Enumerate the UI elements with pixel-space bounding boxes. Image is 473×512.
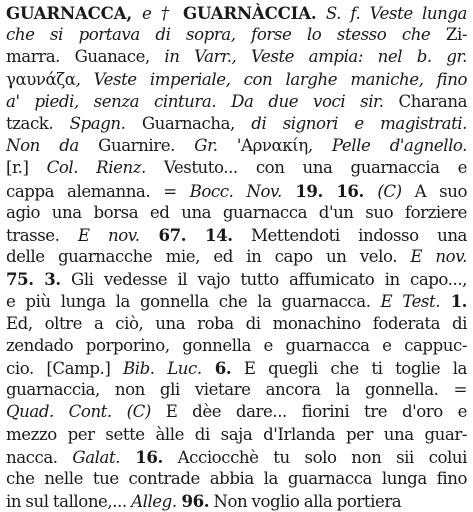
entry-text: marra. Guanace, bbox=[6, 47, 165, 67]
entry-text: , Pelle d'agnello. bbox=[307, 136, 467, 156]
entry-text: cio. [Camp.] bbox=[6, 359, 123, 378]
entry-text: E nov. bbox=[410, 247, 467, 267]
entry-text: nacca. bbox=[6, 447, 73, 467]
entry-text: 1. bbox=[440, 291, 467, 312]
entry-text: e più lunga la gonnella che la guarnacca. bbox=[6, 292, 381, 312]
entry-text: E quegli che ti toglie la bbox=[231, 359, 467, 378]
entry-text: , Veste imperiale, con larghe maniche, fino bbox=[75, 69, 467, 89]
entry-line bbox=[6, 135, 467, 157]
entry-line bbox=[6, 2, 467, 24]
entry-text: delle guarnacche mie, ed in capo un velo. bbox=[6, 247, 411, 267]
entry-text: che nelle tue contrade abbia la guarnacca lunga fino bbox=[6, 468, 467, 488]
entry-text: 6. bbox=[201, 358, 232, 378]
entry-text: in sul tallone,... bbox=[6, 492, 132, 512]
entry-text: γαυνάζα bbox=[6, 69, 76, 89]
entry-line bbox=[6, 246, 467, 268]
entry-text: 67. 14. bbox=[139, 224, 233, 245]
entry-line bbox=[6, 446, 467, 468]
entry-line bbox=[6, 224, 467, 246]
entry-text: E nov. bbox=[77, 225, 140, 245]
entry-line bbox=[6, 490, 467, 512]
entry-line bbox=[6, 424, 467, 446]
entry-text: a' piedi, senza cintura. Da due voci sir. bbox=[6, 91, 384, 111]
entry-text: Gli vedesse il vajo tutto affumicato in capo..., bbox=[60, 270, 467, 290]
entry-text: che si portava di sopra, forse lo stesso che bbox=[6, 25, 431, 45]
entry-line bbox=[6, 468, 467, 490]
entry-text: Col. Rienz. bbox=[46, 158, 146, 178]
entry-text: [r.] bbox=[6, 158, 47, 178]
entry-text: agio una borsa ed una guarnacca d'un suo forziere bbox=[6, 202, 467, 222]
entry-line bbox=[6, 268, 467, 290]
entry-text: Bib. Luc. bbox=[123, 359, 202, 378]
entry-text: Bocc. Nov. bbox=[189, 181, 282, 201]
entry-text: tzack. bbox=[6, 113, 70, 133]
entry-text: Ed, oltre a ciò, una roba di monachino foderata di bbox=[6, 313, 467, 333]
entry-line bbox=[6, 113, 467, 135]
entry-text: Non voglio alla portiera bbox=[209, 492, 402, 512]
entry-text: trasse. bbox=[6, 225, 78, 245]
dictionary-entry bbox=[6, 2, 467, 512]
entry-text: 75. 3. bbox=[6, 269, 61, 290]
entry-text: A suo bbox=[401, 181, 467, 201]
entry-text: Acciocchè tu solo non sii colui bbox=[162, 447, 467, 467]
entry-text: Guarnacha, bbox=[125, 113, 252, 133]
entry-text: mezzo per sette àlle di saja d'Irlanda per una guar- bbox=[6, 424, 467, 444]
entry-text: Non da bbox=[6, 136, 79, 156]
entry-text: Mettendoti indosso una bbox=[232, 225, 467, 245]
entry-text: Alleg. bbox=[131, 492, 177, 512]
entry-line bbox=[6, 69, 467, 91]
entry-text: 16. bbox=[120, 446, 163, 467]
entry-text: Zi- bbox=[430, 25, 467, 45]
entry-text: 96. bbox=[176, 491, 210, 512]
entry-text: 19. 16. bbox=[281, 180, 378, 201]
entry-text: Galat. bbox=[72, 447, 121, 467]
entry-line bbox=[6, 357, 467, 379]
entry-text: Spagn. bbox=[69, 113, 126, 133]
entry-text: cappa alemanna. = bbox=[6, 181, 190, 201]
entry-text: guarnaccia, non gli vietare ancora la gonnella. = bbox=[6, 380, 467, 400]
entry-line bbox=[6, 401, 467, 423]
entry-text: in Varr., Veste ampia: nel b. gr. bbox=[164, 47, 467, 67]
entry-text: Guarnire. bbox=[78, 136, 195, 156]
entry-text: 'Αρνακίη bbox=[236, 136, 308, 156]
entry-text: S. f. Veste lunga bbox=[316, 4, 467, 23]
entry-line bbox=[6, 290, 467, 312]
headword: GUARNÀCCIA. bbox=[183, 3, 317, 23]
entry-text: E dèe dare... fiorini tre d'oro e bbox=[150, 402, 467, 422]
entry-text: E Test. bbox=[380, 292, 441, 312]
entry-text: Vestuto... con una guarnaccia e bbox=[145, 158, 467, 178]
entry-text: e † bbox=[142, 4, 184, 23]
entry-line bbox=[6, 379, 467, 401]
entry-text: Quad. Cont. bbox=[6, 402, 112, 422]
entry-text: (C) bbox=[377, 181, 402, 201]
entry-line bbox=[6, 91, 467, 113]
entry-text: (C) bbox=[111, 402, 151, 422]
entry-text: Charana bbox=[383, 91, 467, 111]
entry-text: di signori e magistrati. bbox=[251, 113, 467, 133]
entry-line bbox=[6, 157, 467, 179]
headword: GUARNACCA, bbox=[6, 3, 143, 23]
entry-text: zendado porporino, gonnella e guarnacca e cappuc- bbox=[6, 335, 467, 355]
entry-line bbox=[6, 202, 467, 224]
entry-line bbox=[6, 24, 467, 46]
entry-line bbox=[6, 313, 467, 335]
entry-line bbox=[6, 180, 467, 202]
entry-line bbox=[6, 46, 467, 68]
entry-text: Gr. bbox=[194, 136, 237, 156]
entry-line bbox=[6, 335, 467, 357]
